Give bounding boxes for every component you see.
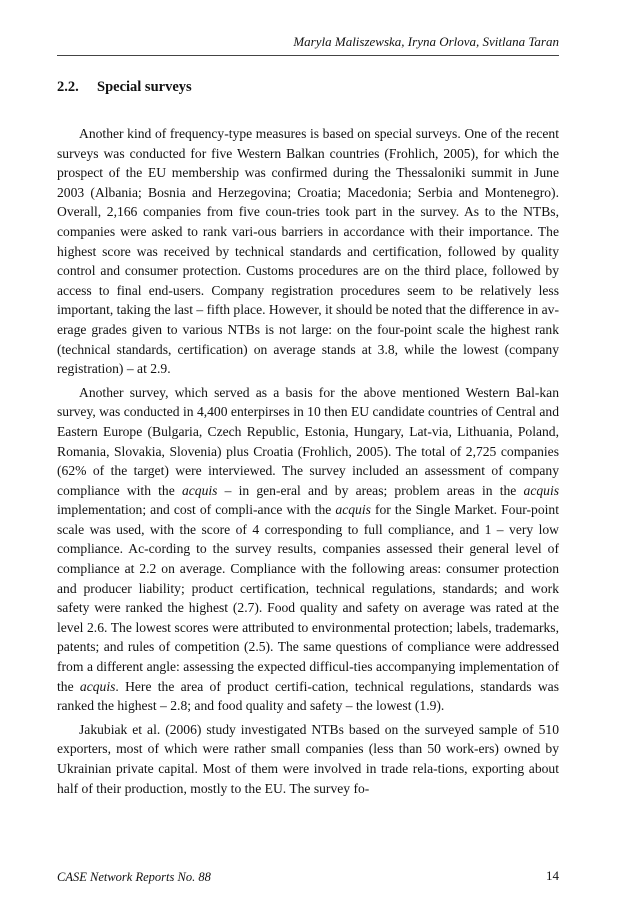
body-text [57, 124, 559, 802]
italic-term: acquis [335, 502, 371, 518]
paragraph-3 [57, 720, 559, 798]
text-run: Jakubiak et al. (2006) study investigated NTBs based on the surveyed sample of 510 exporters, most of which were rather small companies (less than 50 work-ers) owned by Ukrainian private capital. Most of them were involved in trade rela-tions, exporting about half of their production, mostly to the EU. The survey fo- [57, 721, 559, 796]
text-run: for the Single Market. Four-point scale was used, with the score of 4 corresponding to full compliance, and 1 – very low compliance. Ac-cording to the survey results, companies assessed their general level of compliance at 2.2 on average. Compliance with the following areas: consumer protection and producer liability; product certification, technical regulations, standards; and work safety were ranked the highest (2.7). Food quality and safety on average was rated at the level 2.6. The lowest scores were attributed to environmental protection; labels, trademarks, patents; and rules of competition (2.5). The same questions of compliance were addressed from a different angle: assessing the expected difficul-ties accompanying implementation of the [57, 502, 559, 694]
section-heading [57, 77, 192, 97]
footer-series-title: CASE Network Reports No. 88 [57, 870, 211, 884]
italic-term: acquis [523, 482, 560, 498]
running-header-authors: Maryla Maliszewska, Iryna Orlova, Svitlana Taran [293, 34, 559, 49]
text-run: Another kind of frequency-type measures is based on special surveys. One of the recent surveys was conducted for five Western Balkan countries (Frohlich, 2005), for which the prospect of the EU membership was confirmed during the Thessaloniki summit in June 2003 (Albania; Bosnia and Herzegovina; Croatia; Macedonia; Serbia and Montenegro). Overall, 2,166 companies from five coun-tries took part in the survey. As to the NTBs, companies were asked to rank vari-ous barriers in accordance with their importance. The highest score was received by technical standards and certification, followed by quality control and consumer protection. Customs procedures are on the third place, followed by access to final end-users. Company registration procedures seem to be relatively less important, taking the last – fifth place. However, it should be noted that the difference in av-erage grades given to various NTBs is not large: on the four-point scale the highest rank (technical standards, certification) on average stands at 3.8, while the lowest (company registration) – at 2.9. [57, 126, 559, 377]
text-run: – in gen-eral and by areas; problem areas in the [217, 482, 524, 498]
section-number: 2.2. [57, 79, 79, 95]
text-run: . Here the area of product certifi-cation, technical regulations, standards was ranked the highest – 2.8; and food quality and safety – the lowest (1.9). [57, 678, 559, 714]
paragraph-1 [57, 124, 559, 379]
section-title-text: Special surveys [97, 79, 192, 95]
page-number: 14 [546, 868, 559, 883]
text-run: implementation; and cost of compli-ance with the [57, 502, 336, 518]
italic-term: acquis [181, 482, 218, 498]
header-divider [57, 55, 559, 56]
paragraph-2 [57, 383, 559, 716]
text-run: Another survey, which served as a basis for the above mentioned Western Bal-kan survey, was conducted in 4,400 enterpirses in 10 then EU candidate countries of Central and Eastern Europe (Bulgaria, Czech Republic, Estonia, Hungary, Lat-via, Lithuania, Poland, Romania, Slovakia, Slovenia) plus Croatia (Frohlich, 2005). The total of 2,725 companies (62% of the target) were interviewed. The survey included an assessment of company compliance with the [57, 384, 559, 498]
italic-term: acquis [79, 678, 116, 694]
